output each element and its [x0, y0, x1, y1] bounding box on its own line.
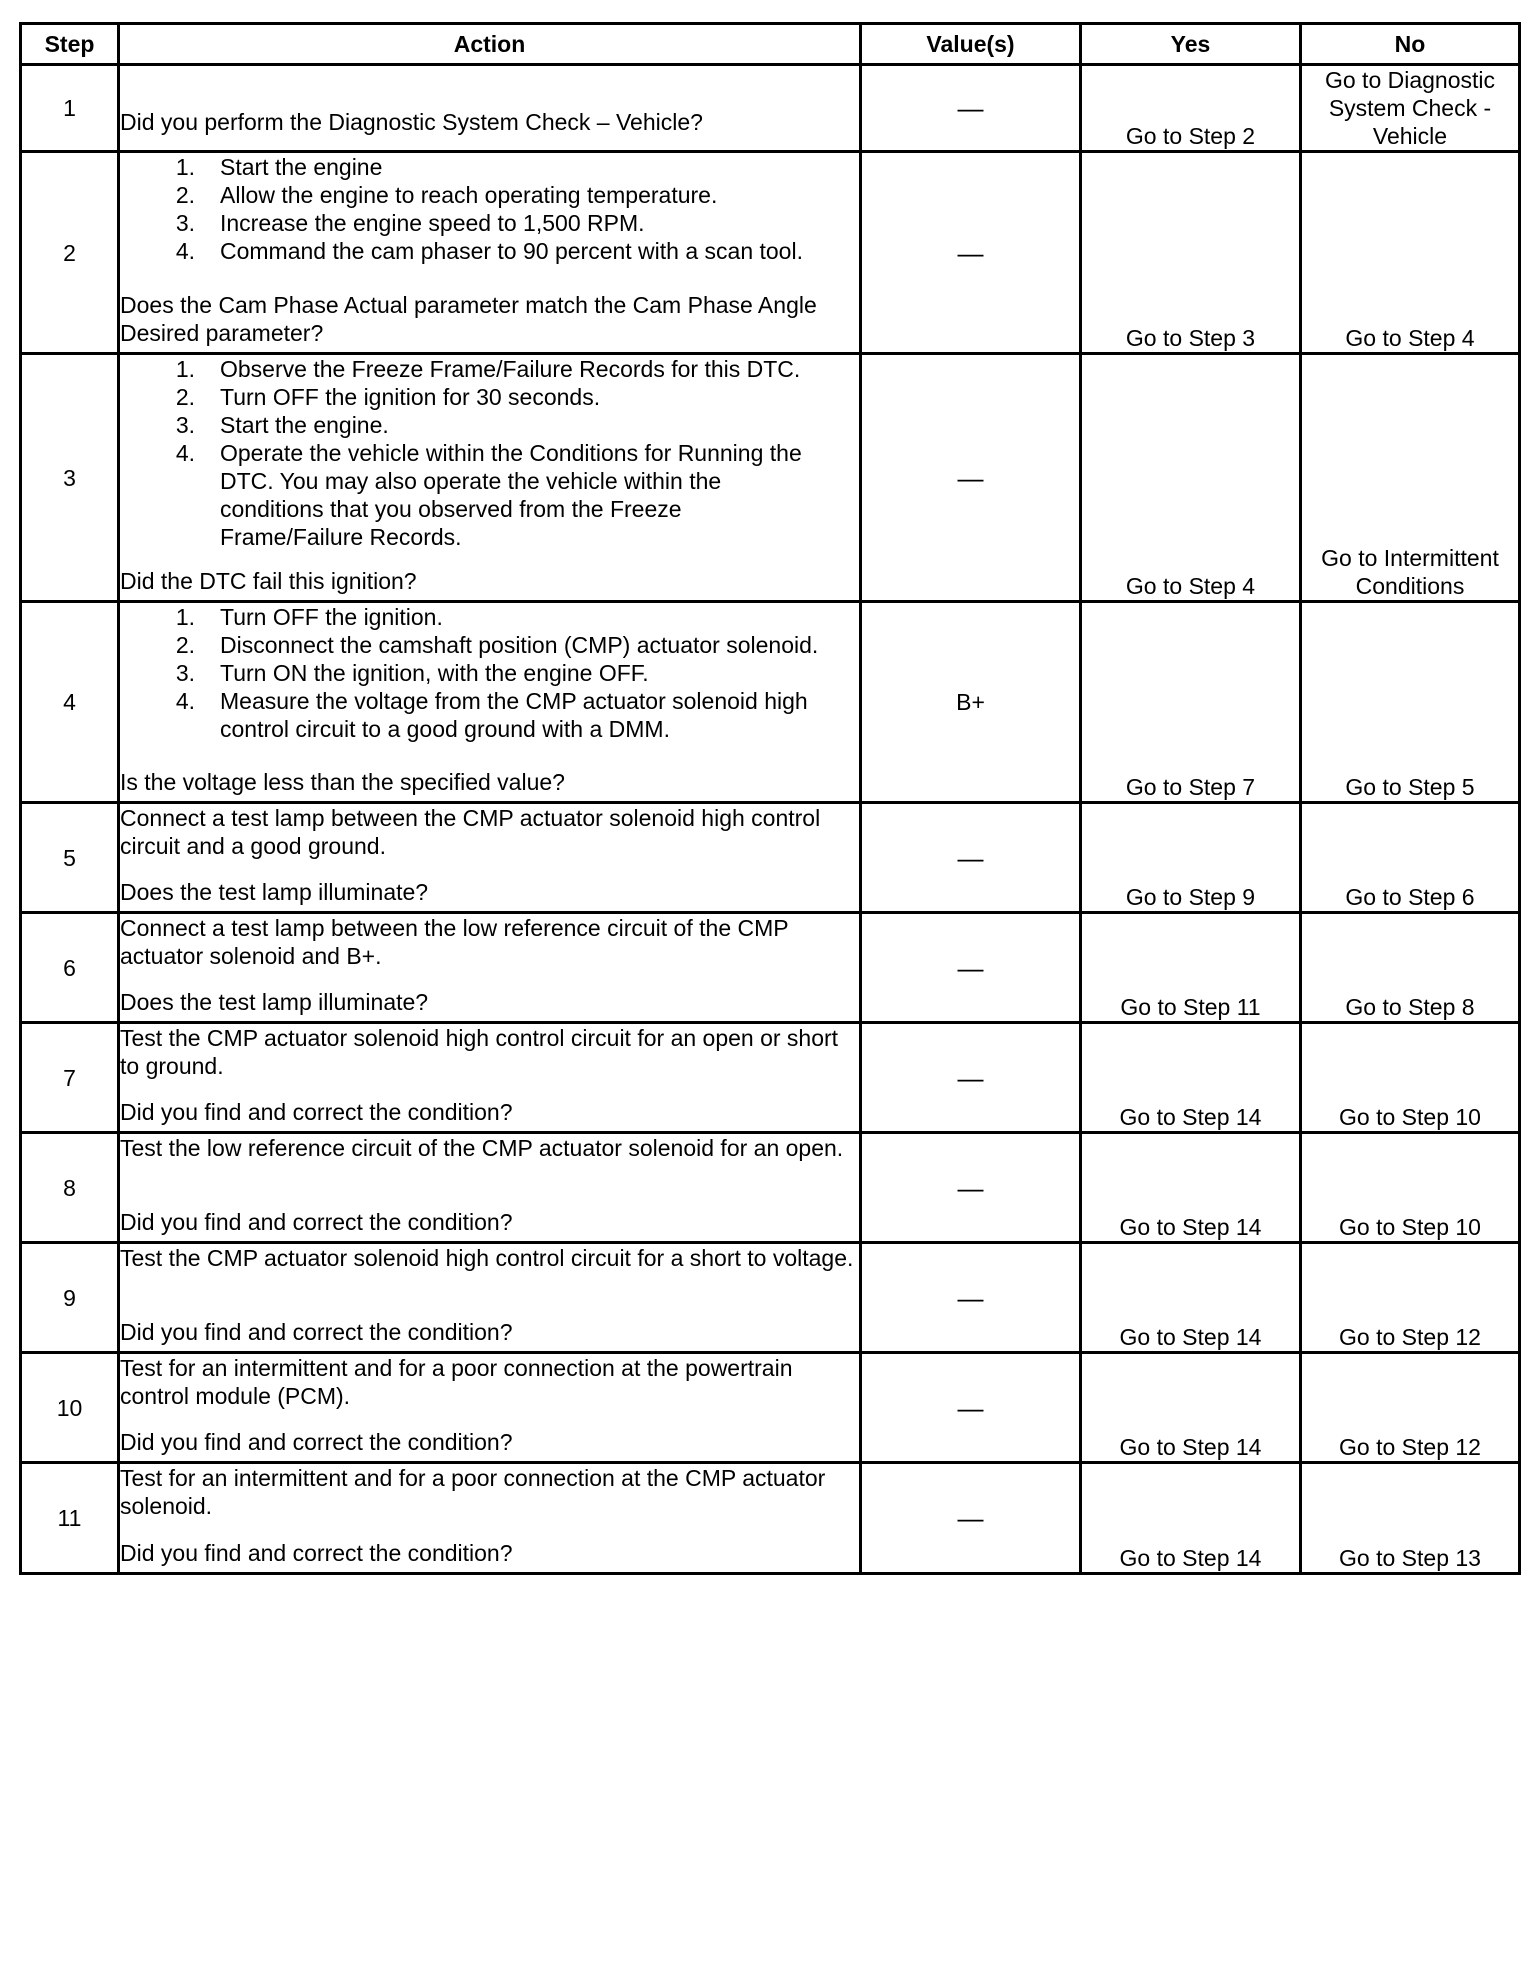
list-item-text: Turn OFF the ignition.: [220, 604, 443, 630]
no-cell: Go to Step 10: [1301, 1133, 1520, 1243]
list-item-number: 1.: [175, 604, 195, 630]
table-row: [21, 913, 1520, 1023]
list-item: [120, 687, 859, 743]
action-question: Did you find and correct the condition?: [120, 1099, 513, 1125]
action-question: Does the test lamp illuminate?: [120, 879, 429, 905]
step-number: 5: [21, 803, 119, 913]
action-cell: [119, 354, 861, 602]
table-row: [21, 65, 1520, 152]
list-item-text: Start the engine: [220, 154, 383, 180]
action-instruction: Test the CMP actuator solenoid high control circuit for a short to voltage.: [120, 1245, 854, 1271]
table-row: [21, 803, 1520, 913]
no-cell: Go to Step 13: [1301, 1463, 1520, 1574]
no-cell: Go to Step 6: [1301, 803, 1520, 913]
list-item-text: Measure the voltage from the CMP actuator solenoid high control circuit to a good ground with a DMM.: [220, 688, 808, 742]
action-cell: [119, 1133, 861, 1243]
value-cell: —: [861, 1023, 1081, 1133]
list-item: [120, 181, 859, 209]
no-cell: Go to Step 8: [1301, 913, 1520, 1023]
list-item: [120, 237, 859, 265]
no-cell: Go to Intermittent Conditions: [1301, 354, 1520, 602]
step-number: 9: [21, 1243, 119, 1353]
action-cell: [119, 602, 861, 803]
step-number: 1: [21, 65, 119, 152]
action-question: Did you find and correct the condition?: [120, 1429, 513, 1455]
value-cell: —: [861, 1463, 1081, 1574]
table-row: [21, 1463, 1520, 1574]
yes-cell: Go to Step 14: [1081, 1023, 1301, 1133]
value-cell: B+: [861, 602, 1081, 803]
table-row: [21, 1243, 1520, 1353]
yes-cell: Go to Step 7: [1081, 602, 1301, 803]
yes-cell: Go to Step 4: [1081, 354, 1301, 602]
action-question: Did you perform the Diagnostic System Check – Vehicle?: [120, 109, 703, 135]
list-item-text: Allow the engine to reach operating temperature.: [220, 182, 718, 208]
value-cell: —: [861, 65, 1081, 152]
value-cell: —: [861, 1133, 1081, 1243]
action-cell: [119, 1463, 861, 1574]
value-cell: —: [861, 354, 1081, 602]
step-number: 4: [21, 602, 119, 803]
action-instruction: Test the low reference circuit of the CMP actuator solenoid for an open.: [120, 1135, 844, 1161]
table-row: [21, 354, 1520, 602]
list-item: [120, 209, 859, 237]
step-number: 2: [21, 152, 119, 354]
yes-cell: Go to Step 14: [1081, 1463, 1301, 1574]
list-item-text: Operate the vehicle within the Conditions for Running the DTC. You may also operate the vehicle within the conditions that you observed from the Freeze Frame/Failure Records.: [220, 440, 802, 550]
table-row: [21, 1133, 1520, 1243]
table-row: [21, 1023, 1520, 1133]
value-cell: —: [861, 913, 1081, 1023]
action-cell: [119, 1023, 861, 1133]
action-question: Did you find and correct the condition?: [120, 1209, 513, 1235]
header-no: No: [1301, 24, 1520, 65]
list-item: [120, 153, 859, 181]
step-number: 11: [21, 1463, 119, 1574]
yes-cell: Go to Step 11: [1081, 913, 1301, 1023]
action-steps-list: [120, 603, 859, 743]
step-number: 8: [21, 1133, 119, 1243]
action-instruction: Test for an intermittent and for a poor connection at the CMP actuator solenoid.: [120, 1465, 826, 1519]
list-item-number: 3.: [175, 660, 195, 686]
action-cell: [119, 152, 861, 354]
yes-cell: Go to Step 9: [1081, 803, 1301, 913]
list-item-number: 2.: [175, 182, 195, 208]
action-instruction: Test for an intermittent and for a poor connection at the powertrain control module (PCM).: [120, 1355, 793, 1409]
list-item-number: 3.: [175, 210, 195, 236]
no-cell: Go to Step 5: [1301, 602, 1520, 803]
header-row: [21, 24, 1520, 65]
action-instruction: Connect a test lamp between the CMP actuator solenoid high control circuit and a good ground.: [120, 805, 821, 859]
list-item: [120, 659, 859, 687]
action-cell: [119, 913, 861, 1023]
table-row: [21, 152, 1520, 354]
header-step: Step: [21, 24, 119, 65]
step-number: 3: [21, 354, 119, 602]
list-item: [120, 383, 859, 411]
table-row: [21, 602, 1520, 803]
list-item-number: 2.: [175, 384, 195, 410]
table-row: [21, 1353, 1520, 1463]
yes-cell: Go to Step 14: [1081, 1133, 1301, 1243]
diagnostic-table: [19, 22, 1521, 1575]
list-item-text: Start the engine.: [220, 412, 389, 438]
list-item-number: 1.: [175, 154, 195, 180]
action-cell: [119, 65, 861, 152]
list-item-number: 4.: [175, 238, 195, 264]
value-cell: —: [861, 803, 1081, 913]
value-cell: —: [861, 1353, 1081, 1463]
list-item-text: Turn OFF the ignition for 30 seconds.: [220, 384, 601, 410]
no-cell: Go to Step 12: [1301, 1243, 1520, 1353]
action-steps-list: [120, 153, 859, 265]
step-number: 7: [21, 1023, 119, 1133]
list-item-number: 1.: [175, 356, 195, 382]
action-question: Did you find and correct the condition?: [120, 1540, 513, 1566]
action-cell: [119, 803, 861, 913]
value-cell: —: [861, 152, 1081, 354]
action-question: Did you find and correct the condition?: [120, 1319, 513, 1345]
step-number: 10: [21, 1353, 119, 1463]
list-item-text: Turn ON the ignition, with the engine OFF.: [220, 660, 649, 686]
list-item: [120, 439, 859, 551]
action-cell: [119, 1243, 861, 1353]
list-item-number: 3.: [175, 412, 195, 438]
yes-cell: Go to Step 3: [1081, 152, 1301, 354]
action-question: Is the voltage less than the specified value?: [120, 769, 565, 795]
yes-cell: Go to Step 14: [1081, 1243, 1301, 1353]
action-question: Does the test lamp illuminate?: [120, 989, 429, 1015]
header-values: Value(s): [861, 24, 1081, 65]
list-item: [120, 603, 859, 631]
list-item: [120, 411, 859, 439]
header-action: Action: [119, 24, 861, 65]
list-item-text: Disconnect the camshaft position (CMP) actuator solenoid.: [220, 632, 819, 658]
no-cell: Go to Diagnostic System Check - Vehicle: [1301, 65, 1520, 152]
no-cell: Go to Step 10: [1301, 1023, 1520, 1133]
action-instruction: Test the CMP actuator solenoid high control circuit for an open or short to ground.: [120, 1025, 839, 1079]
header-yes: Yes: [1081, 24, 1301, 65]
list-item-number: 2.: [175, 632, 195, 658]
list-item-text: Increase the engine speed to 1,500 RPM.: [220, 210, 645, 236]
action-cell: [119, 1353, 861, 1463]
yes-cell: Go to Step 2: [1081, 65, 1301, 152]
list-item-number: 4.: [175, 688, 195, 714]
action-question: Did the DTC fail this ignition?: [120, 568, 417, 594]
list-item-text: Command the cam phaser to 90 percent with a scan tool.: [220, 238, 803, 264]
list-item: [120, 355, 859, 383]
no-cell: Go to Step 12: [1301, 1353, 1520, 1463]
list-item: [120, 631, 859, 659]
action-steps-list: [120, 355, 859, 551]
value-cell: —: [861, 1243, 1081, 1353]
yes-cell: Go to Step 14: [1081, 1353, 1301, 1463]
list-item-number: 4.: [175, 440, 195, 466]
step-number: 6: [21, 913, 119, 1023]
action-question: Does the Cam Phase Actual parameter match the Cam Phase Angle Desired parameter?: [120, 292, 817, 346]
no-cell: Go to Step 4: [1301, 152, 1520, 354]
list-item-text: Observe the Freeze Frame/Failure Records for this DTC.: [220, 356, 801, 382]
action-instruction: Connect a test lamp between the low reference circuit of the CMP actuator solenoid and B+.: [120, 915, 789, 969]
